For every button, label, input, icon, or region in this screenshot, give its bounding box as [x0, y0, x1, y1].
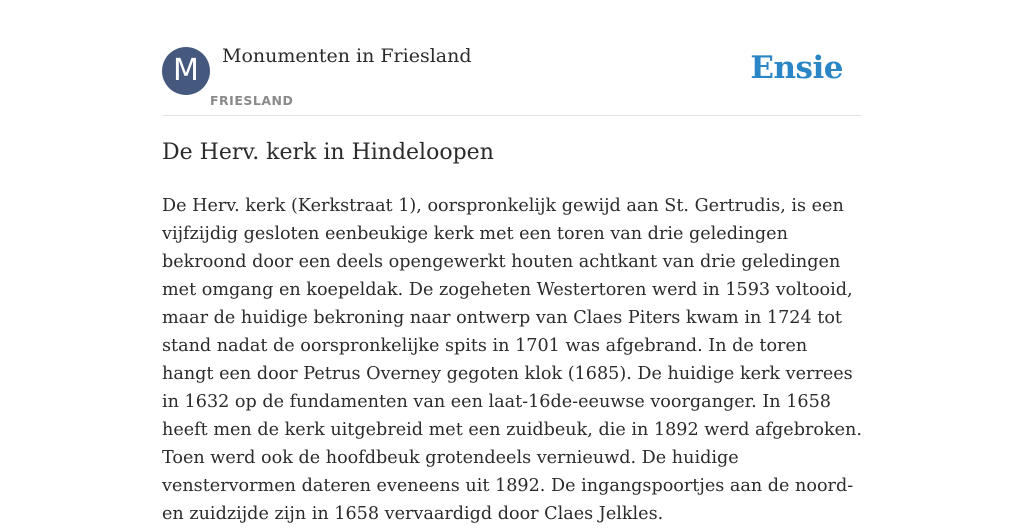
- article-title: De Herv. kerk in Hindeloopen: [162, 140, 494, 165]
- source-subtitle[interactable]: FRIESLAND: [210, 93, 294, 108]
- source-title[interactable]: Monumenten in Friesland: [222, 45, 472, 67]
- brand-logo[interactable]: Ensie: [750, 50, 843, 86]
- avatar[interactable]: M: [162, 47, 210, 95]
- header: [162, 0, 862, 116]
- article-body: De Herv. kerk (Kerkstraat 1), oorspronkelijk gewijd aan St. Gertrudis, is een vijfzijdig gesloten eenbeukige kerk met een toren van drie geledingen bekroond door een deels opengewerkt houten achtkant van drie geledingen met omgang en koepeldak. De zogeheten Westertoren werd in 1593 voltooid, maar de huidige bekroning naar ontwerp van Claes Piters kwam in 1724 tot stand nadat de oorspronkelijke spits in 1701 was afgebrand. In de toren hangt een door Petrus Overney gegoten klok (1685). De huidige kerk verrees in 1632 op de fundamenten van een laat-16de-eeuwse voorganger. In 1658 heeft men de kerk uitgebreid met een zuidbeuk, die in 1892 werd afgebroken. Toen werd ook de hoofdbeuk grotendeels vernieuwd. De huidige venstervormen dateren eveneens uit 1892. De ingangspoortjes aan de noord- en zuidzijde zijn in 1658 vervaardigd door Claes Jelkles.: [162, 196, 862, 524]
- page: [162, 0, 862, 524]
